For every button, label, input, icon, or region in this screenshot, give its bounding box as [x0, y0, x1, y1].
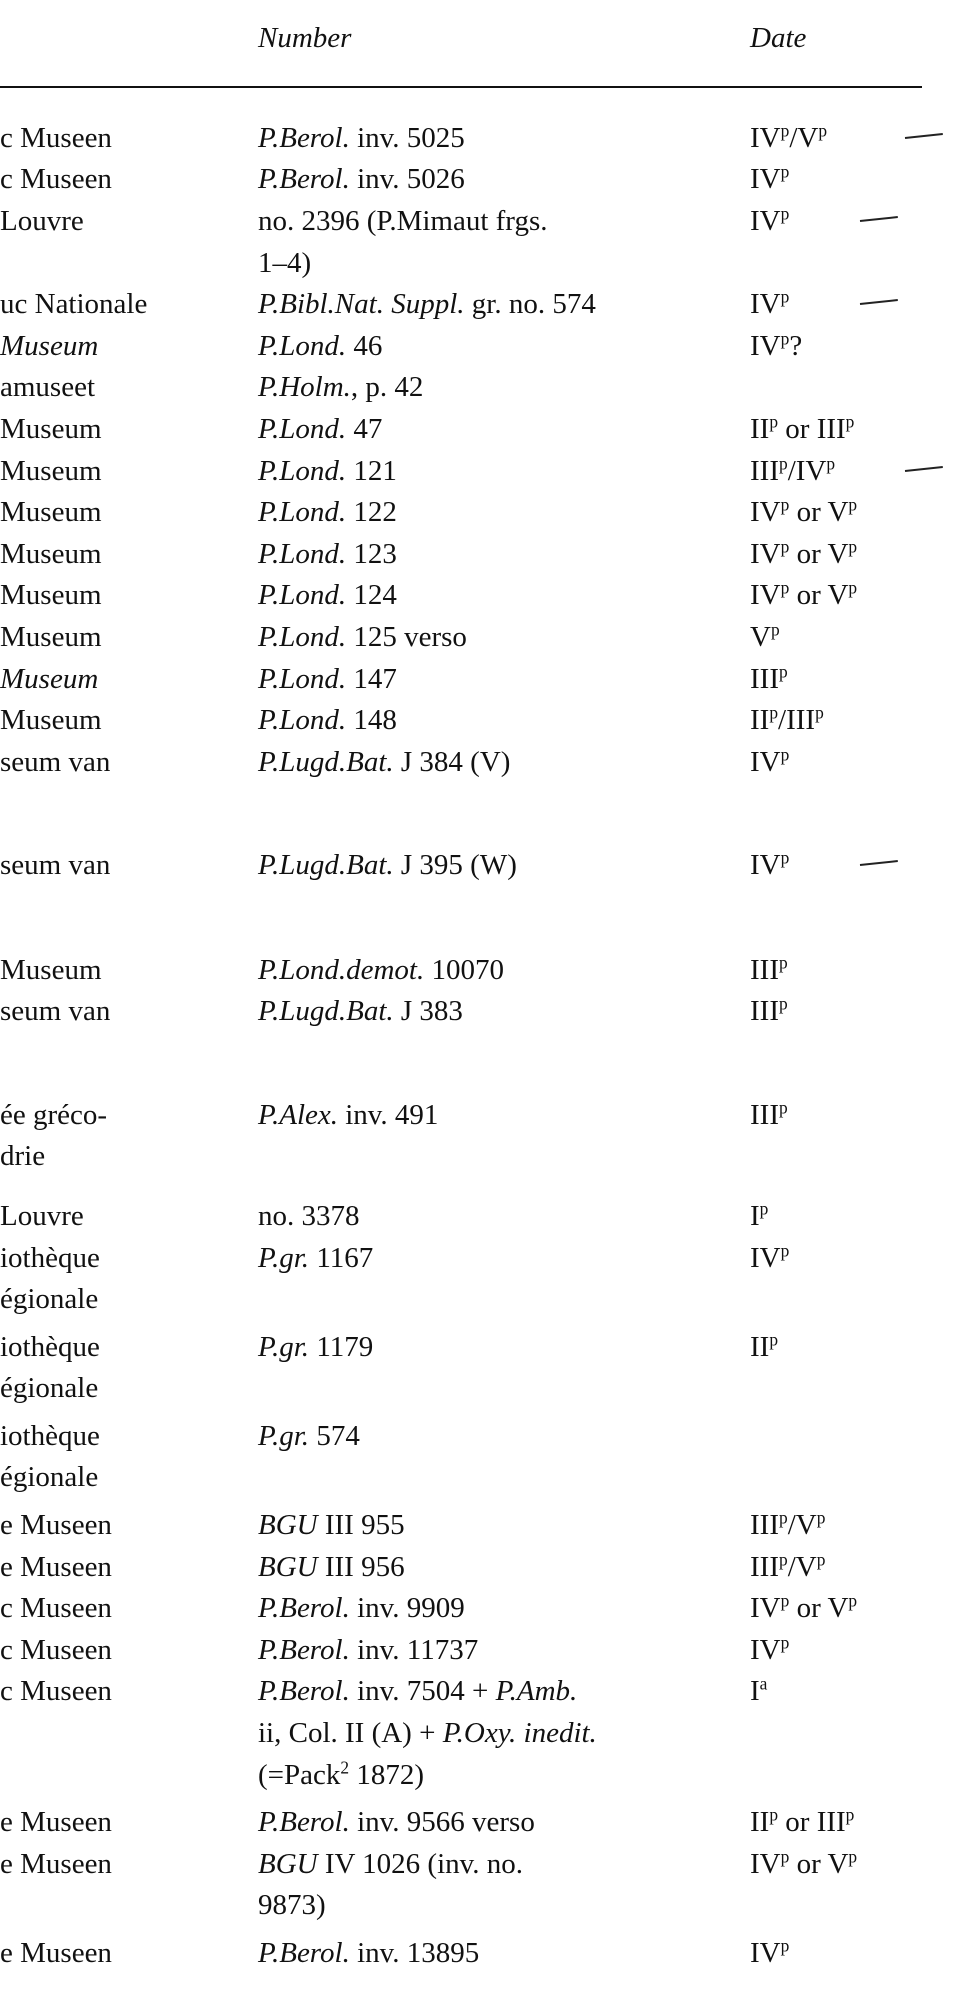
table-row [0, 1758, 955, 1793]
table-row [0, 620, 955, 655]
location-cell: e Museen [0, 1806, 112, 1838]
table-row [0, 1550, 955, 1585]
number-cell: P.Berol. inv. 5026 [258, 163, 465, 195]
location-cell: c Museen [0, 1634, 112, 1666]
table-row [0, 537, 955, 572]
date-cell: $IV^p$ or $V^p$ [750, 494, 858, 528]
date-cell: $IV^p$ or $V^p$ [750, 536, 858, 570]
date-cell: $III^p/V^p$ [750, 1507, 826, 1541]
header-rule [0, 86, 922, 88]
handwritten-dash-mark [860, 860, 898, 866]
location-cell: seum van [0, 849, 111, 881]
location-cell: drie [0, 1140, 46, 1172]
date-cell: $V^p$ [750, 619, 780, 653]
date-cell: III$^p$ [750, 661, 788, 695]
date-cell: $IV^p$ or $V^p$ [750, 1846, 858, 1880]
table-row [0, 162, 955, 197]
location-cell: e Museen [0, 1937, 112, 1969]
number-cell: no. 2396 (P.Mimaut frgs. [258, 205, 548, 237]
location-cell: Museum [0, 579, 102, 611]
date-cell: $IV^p$ [750, 203, 790, 237]
location-cell: c Museen [0, 122, 112, 154]
location-cell: égionale [0, 1461, 99, 1493]
number-cell: P.Lond. 46 [258, 330, 383, 362]
number-cell: P.Lond. 125 verso [258, 621, 467, 653]
number-cell: P.Berol. inv. 9909 [258, 1592, 465, 1624]
number-cell: P.Lond. 123 [258, 538, 397, 570]
date-cell: $III^p/IV^p$ [750, 453, 836, 487]
date-cell: $IV^p$ [750, 1240, 790, 1274]
number-cell: ii, Col. II (A) + P.Oxy. inedit. [258, 1717, 597, 1749]
location-cell: Museum [0, 330, 99, 362]
location-cell: e Museen [0, 1509, 112, 1541]
table-row [0, 1282, 955, 1317]
location-cell: ée gréco- [0, 1099, 108, 1131]
date-cell: III$^p$ [750, 993, 788, 1027]
location-cell: uc Nationale [0, 288, 148, 320]
column-header-number: Number [258, 22, 352, 54]
table-row [0, 1591, 955, 1626]
handwritten-dash-mark [905, 133, 943, 139]
date-cell: $II^p/III^p$ [750, 702, 824, 736]
location-cell: Museum [0, 621, 102, 653]
date-cell: $II^p$ [750, 1329, 779, 1363]
date-cell: $IV^p$? [750, 328, 803, 362]
date-cell: III$^p$ [750, 1097, 788, 1131]
location-cell: iothèque [0, 1331, 100, 1363]
number-cell: BGU III 955 [258, 1509, 405, 1541]
location-cell: seum van [0, 746, 111, 778]
table-row [0, 287, 955, 322]
number-cell: P.Alex. inv. 491 [258, 1099, 439, 1131]
number-cell: no. 3378 [258, 1200, 360, 1232]
table-row [0, 412, 955, 447]
location-cell: égionale [0, 1283, 99, 1315]
table-row [0, 1674, 955, 1709]
number-cell: P.Lond. 122 [258, 496, 397, 528]
location-cell: e Museen [0, 1551, 112, 1583]
location-cell: iothèque [0, 1242, 100, 1274]
number-cell: P.Berol. inv. 7504 + P.Amb. [258, 1675, 578, 1707]
number-cell: 1–4) [258, 247, 312, 279]
date-cell: $IV^p$ [750, 847, 790, 881]
date-cell: $II^p$ or III$^p$ [750, 1804, 855, 1838]
number-cell: P.Lugd.Bat. J 383 [258, 995, 463, 1027]
location-cell: Louvre [0, 205, 84, 237]
table-row [0, 495, 955, 530]
location-cell: Museum [0, 538, 102, 570]
table-row [0, 329, 955, 364]
table-row [0, 1371, 955, 1406]
number-cell: P.Berol. inv. 5025 [258, 122, 465, 154]
table-row [0, 953, 955, 988]
table-row [0, 1805, 955, 1840]
number-cell: P.Lond. 124 [258, 579, 397, 611]
table-row [0, 1508, 955, 1543]
table-row [0, 204, 955, 239]
location-cell: c Museen [0, 163, 112, 195]
handwritten-dash-mark [860, 299, 898, 305]
number-cell: P.Lond. 148 [258, 704, 397, 736]
date-cell: $IV^p$ [750, 286, 790, 320]
date-cell: $I^a$ [750, 1673, 768, 1707]
number-cell: P.gr. 1179 [258, 1331, 374, 1363]
date-cell: $I^p$ [750, 1198, 769, 1232]
table-row [0, 745, 955, 780]
table-row [0, 662, 955, 697]
table-row [0, 370, 955, 405]
table-row [0, 1098, 955, 1133]
number-cell: P.Berol. inv. 11737 [258, 1634, 479, 1666]
date-cell: $IV^p/V^p$ [750, 120, 828, 154]
handwritten-dash-mark [860, 216, 898, 222]
table-row [0, 994, 955, 1029]
date-cell: $IV^p$ or $V^p$ [750, 577, 858, 611]
number-cell: P.Holm., p. 42 [258, 371, 424, 403]
number-cell: 9873) [258, 1889, 326, 1921]
number-cell: P.Lond. 147 [258, 663, 397, 695]
table-row [0, 1419, 955, 1454]
location-cell: amuseet [0, 371, 96, 403]
date-cell: $IV^p$ [750, 161, 790, 195]
date-cell: $III^p/V^p$ [750, 1549, 826, 1583]
location-cell: e Museen [0, 1848, 112, 1880]
number-cell: P.Berol. inv. 9566 verso [258, 1806, 535, 1838]
table-row [0, 1936, 955, 1971]
number-cell: P.Berol. inv. 13895 [258, 1937, 480, 1969]
location-cell: Museum [0, 413, 102, 445]
table-row [0, 1241, 955, 1276]
table-row [0, 1199, 955, 1234]
table-row [0, 1139, 955, 1174]
number-cell: P.Bibl.Nat. Suppl. gr. no. 574 [258, 288, 596, 320]
number-cell: BGU IV 1026 (inv. no. [258, 1848, 524, 1880]
table-row [0, 703, 955, 738]
date-cell: $II^p$ or III$^p$ [750, 411, 855, 445]
location-cell: Museum [0, 954, 102, 986]
location-cell: égionale [0, 1372, 99, 1404]
number-cell: P.Lugd.Bat. J 384 (V) [258, 746, 511, 778]
number-cell: P.Lond. 121 [258, 455, 397, 487]
table-row [0, 1847, 955, 1882]
date-cell: III$^p$ [750, 952, 788, 986]
number-cell: BGU III 956 [258, 1551, 405, 1583]
table-row [0, 246, 955, 281]
table-row [0, 848, 955, 883]
location-cell: Louvre [0, 1200, 84, 1232]
location-cell: seum van [0, 995, 111, 1027]
location-cell: Museum [0, 496, 102, 528]
handwritten-arrow-mark [905, 466, 943, 472]
number-cell: P.Lond.demot. 10070 [258, 954, 504, 986]
table-row [0, 454, 955, 489]
number-cell: P.Lond. 47 [258, 413, 383, 445]
column-header-date: Date [750, 22, 807, 54]
location-cell: c Museen [0, 1592, 112, 1624]
number-cell: P.gr. 1167 [258, 1242, 374, 1274]
table-row [0, 1888, 955, 1923]
location-cell: c Museen [0, 1675, 112, 1707]
table-row [0, 1633, 955, 1668]
location-cell: Museum [0, 663, 99, 695]
table-row [0, 1716, 955, 1751]
number-cell: (=Pack$^2$ 1872) [258, 1757, 425, 1791]
date-cell: $IV^p$ or $V^p$ [750, 1590, 858, 1624]
number-cell: P.Lugd.Bat. J 395 (W) [258, 849, 517, 881]
date-cell: $IV^p$ [750, 1935, 790, 1969]
table-row [0, 121, 955, 156]
table-row [0, 1460, 955, 1495]
table-row [0, 578, 955, 613]
location-cell: Museum [0, 704, 102, 736]
date-cell: $IV^p$ [750, 1632, 790, 1666]
date-cell: $IV^p$ [750, 744, 790, 778]
table-row [0, 1330, 955, 1365]
number-cell: P.gr. 574 [258, 1420, 360, 1452]
location-cell: iothèque [0, 1420, 100, 1452]
location-cell: Museum [0, 455, 102, 487]
